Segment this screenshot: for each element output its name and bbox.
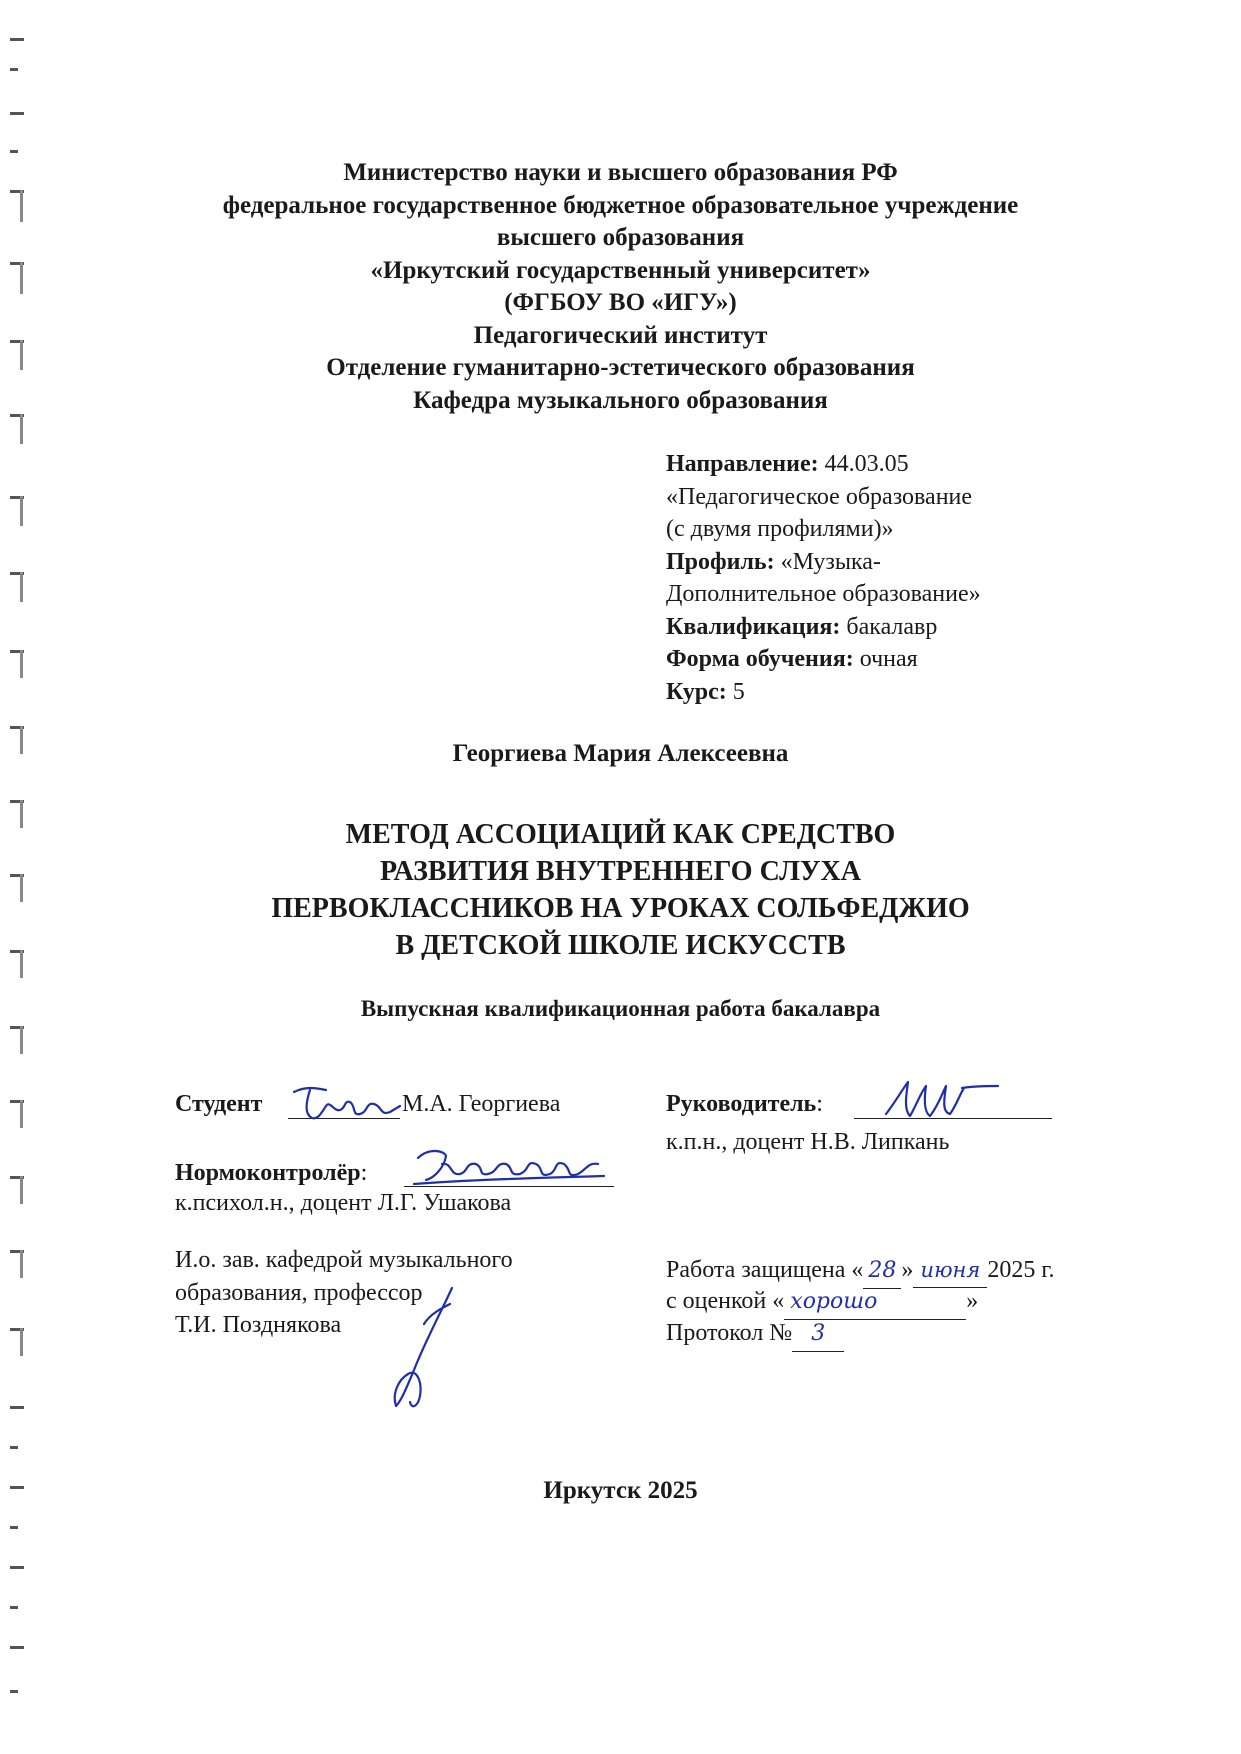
work-type: Выпускная квалификационная работа бакалавра xyxy=(360,996,881,1021)
header-line: Педагогический институт xyxy=(473,321,768,349)
defense-date-row xyxy=(666,1254,1055,1289)
grade-prefix: с оценкой « xyxy=(666,1288,785,1314)
header-line: Министерство науки и высшего образования РФ xyxy=(343,159,898,186)
title-line: МЕТОД АССОЦИАЦИЙ КАК СРЕДСТВО xyxy=(345,819,896,850)
normcontrol-signature xyxy=(404,1142,614,1192)
defense-day: 28 xyxy=(868,1258,897,1283)
protocol-number: 3 xyxy=(811,1321,826,1346)
normcontrol-row xyxy=(175,1157,367,1190)
qualification-label: Квалификация: xyxy=(666,613,841,640)
protocol-label: Протокол № xyxy=(666,1320,793,1346)
title-line: РАЗВИТИЯ ВНУТРЕННЕГО СЛУХА xyxy=(380,856,861,887)
normcontrol-colon: : xyxy=(360,1160,368,1186)
student-row xyxy=(175,1088,262,1121)
city-year: Иркутск 2025 xyxy=(543,1477,698,1504)
course-row xyxy=(666,676,981,709)
department-head-signature xyxy=(380,1284,470,1414)
defense-day-field xyxy=(863,1254,901,1289)
grade-suffix: » xyxy=(966,1288,979,1314)
head-line-2: образования, профессор xyxy=(175,1279,423,1306)
supervisor-colon: : xyxy=(816,1091,823,1117)
institution-header xyxy=(0,157,1241,417)
study-form-value: очная xyxy=(859,646,918,672)
direction-name-1: «Педагогическое образование xyxy=(666,483,973,510)
study-form-label: Форма обучения: xyxy=(666,646,854,672)
supervisor-label: Руководитель xyxy=(666,1091,817,1117)
protocol-field xyxy=(792,1317,844,1352)
header-line: высшего образования xyxy=(496,224,745,251)
program-info xyxy=(666,448,981,708)
course-value: 5 xyxy=(732,678,745,705)
student-name: М.А. Георгиева xyxy=(402,1091,561,1117)
profile-row xyxy=(666,546,981,579)
head-line-3: Т.И. Позднякова xyxy=(175,1312,342,1338)
header-line: Кафедра музыкального образования xyxy=(413,386,828,414)
grade-row xyxy=(666,1285,978,1320)
qualification-row xyxy=(666,611,981,644)
direction-label: Направление: xyxy=(666,451,819,477)
defense-month-field xyxy=(913,1254,987,1288)
direction-code: 44.03.05 xyxy=(824,451,909,477)
study-form-row xyxy=(666,643,981,676)
course-label: Курс: xyxy=(666,678,727,705)
author-name: Георгиева Мария Алексеевна xyxy=(452,740,789,767)
header-line: Отделение гуманитарно-эстетического образования xyxy=(326,354,915,381)
head-line-1: И.о. зав. кафедрой музыкального xyxy=(175,1247,513,1273)
qualification-value: бакалавр xyxy=(846,613,938,640)
supervisor-info: к.п.н., доцент Н.В. Липкань xyxy=(666,1129,950,1155)
profile-value-2: Дополнительное образование» xyxy=(666,581,981,607)
grade-field xyxy=(784,1285,966,1320)
profile-label: Профиль: xyxy=(666,548,775,575)
profile-value-1: «Музыка- xyxy=(780,548,881,575)
supervisor-signature xyxy=(880,1076,1000,1128)
thesis-title xyxy=(0,816,1241,964)
defense-mid: » xyxy=(901,1257,914,1283)
student-label: Студент xyxy=(175,1091,263,1117)
defense-month: июня xyxy=(920,1258,981,1282)
student-signature xyxy=(286,1082,406,1130)
protocol-row xyxy=(666,1317,844,1352)
title-line: В ДЕТСКОЙ ШКОЛЕ ИСКУССТВ xyxy=(395,930,846,961)
supervisor-row xyxy=(666,1088,823,1121)
title-line: ПЕРВОКЛАССНИКОВ НА УРОКАХ СОЛЬФЕДЖИО xyxy=(271,893,970,924)
grade-value: хорошо xyxy=(790,1289,878,1314)
header-line: федеральное государственное бюджетное образовательное учреждение xyxy=(222,191,1019,219)
normcontrol-label: Нормоконтролёр xyxy=(175,1160,361,1186)
normcontrol-info: к.психол.н., доцент Л.Г. Ушакова xyxy=(175,1190,512,1216)
direction-row xyxy=(666,448,981,481)
defense-year: 2025 г. xyxy=(987,1257,1055,1283)
direction-name-2: (с двумя профилями)» xyxy=(666,516,894,542)
header-line: (ФГБОУ ВО «ИГУ») xyxy=(504,289,737,316)
defense-prefix: Работа защищена « xyxy=(666,1257,864,1283)
header-line: «Иркутский государственный университет» xyxy=(370,256,871,284)
